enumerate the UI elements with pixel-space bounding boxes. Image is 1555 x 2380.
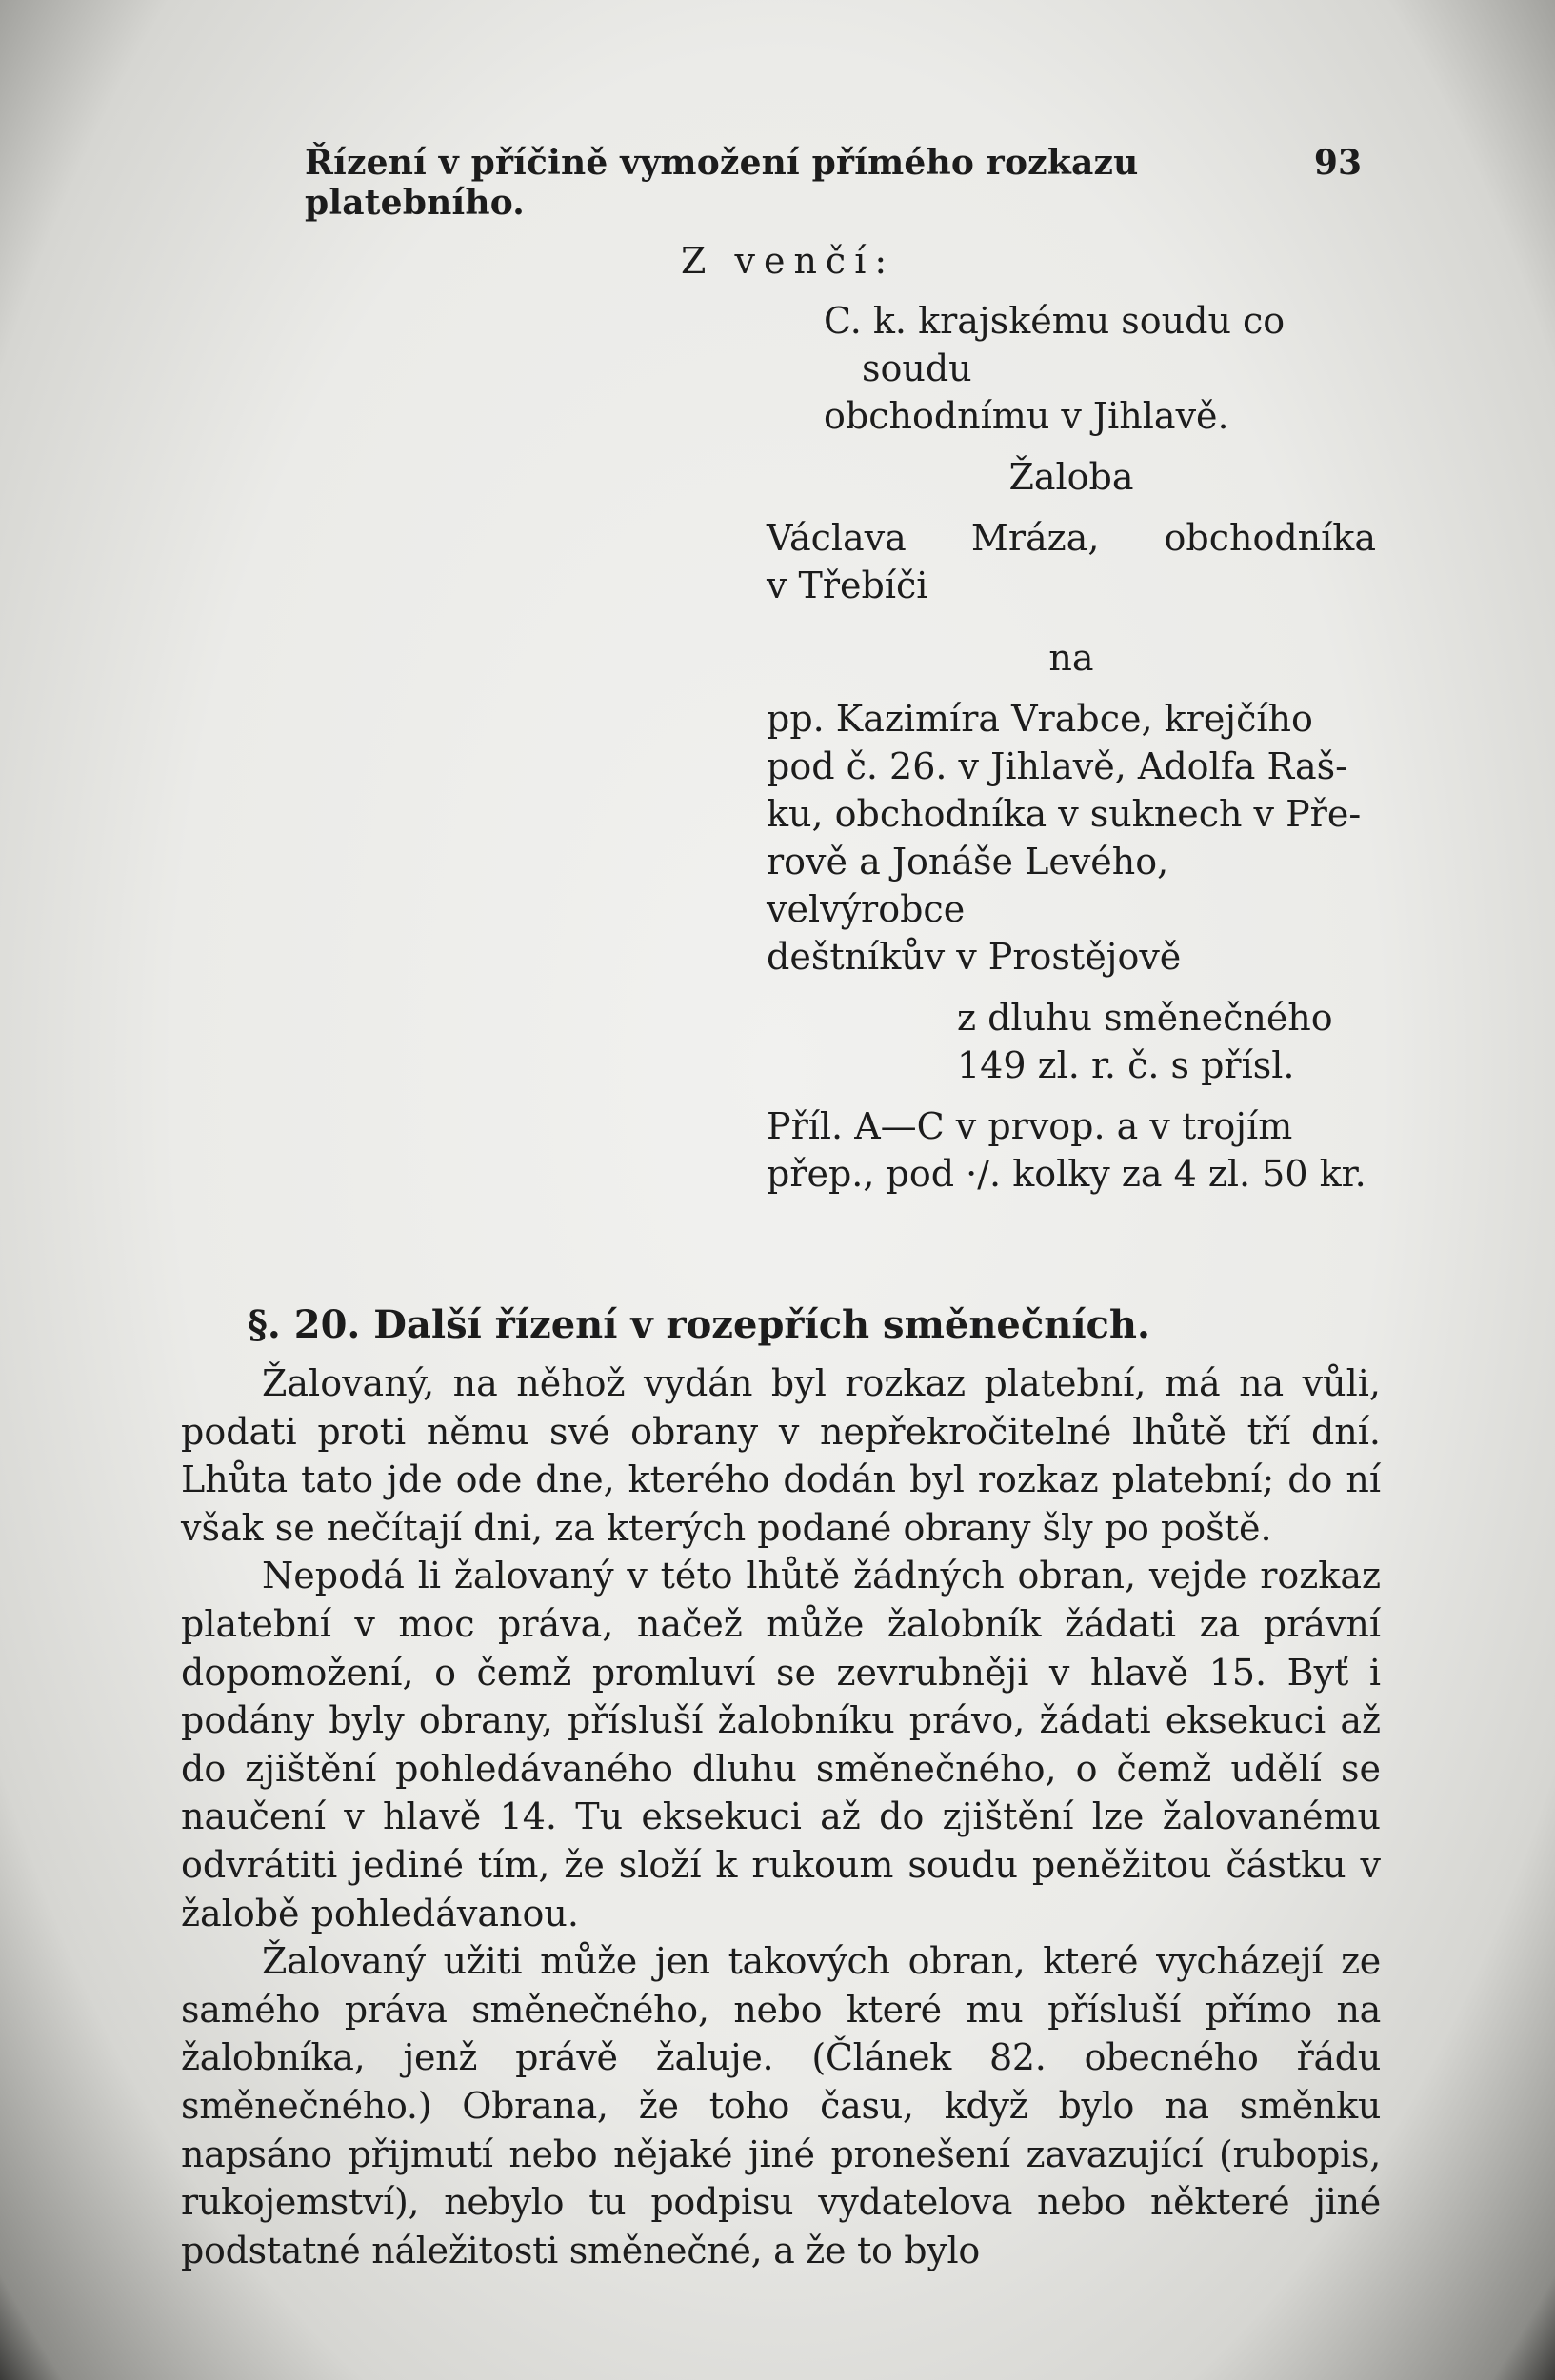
plaintiff-place: v Třebíči (767, 565, 928, 606)
plaintiff-block (767, 514, 1376, 609)
page-number: 93 (1313, 143, 1362, 183)
plaintiff-word: obchodníka (1164, 517, 1376, 559)
defendant-line: pod č. 26. v Jihlavě, Adolfa Raš- (767, 745, 1347, 787)
running-head (181, 143, 1381, 223)
heading-venci: Z venčí: (681, 240, 896, 282)
section-heading: §. 20. Další řízení v rozepřích směnečních. (248, 1302, 1150, 1347)
defendant-line: deštníkův v Prostějově (767, 936, 1182, 978)
defendant-line: rově a Jonáše Levého, velvýrobce (767, 841, 1169, 930)
claim-line: 149 zl. r. č. s přísl. (957, 1044, 1295, 1086)
paragraph: Nepodá li žalovaný v této lhůtě žádných obran, vejde rozkaz platební v moc práva, načež může žalobník žádati za právní dopomožení, o čemž promluví se zevrubněji v hlavě 15. Byť i podány byly obrany, přísluší žalobníku právo, žádati eksekuci až do zjištění pohledávaného dluhu směnečného, o čemž udělí se naučení v hlavě 14. Tu eksekuci až do zjištění lze žalovanému odvrátiti jediné tím, že složí k rukoum soudu peněžitou částku v žalobě pohledávanou. (181, 1555, 1381, 1934)
running-head-title: Řízení v příčině vymožení přímého rozkazu platebního. (305, 143, 1139, 223)
court-line: C. k. krajskému soudu co soudu (824, 300, 1286, 389)
na-word: na (1048, 637, 1094, 679)
court-line: obchodnímu v Jihlavě. (824, 395, 1229, 437)
defendant-line: ku, obchodníka v suknech v Pře- (767, 793, 1362, 835)
paragraph: Žalovaný užiti může jen takových obran, které vycházejí ze samého práva směnečného, nebo které mu přísluší přímo na žalobníka, jenž právě žaluje. (Článek 82. obecného řádu směnečného.) Obrana, že toho času, když bylo na směnku napsáno přijmutí nebo nějaké jiné pronešení zavazující (rubopis, rukojemství), nebylo tu podpisu vydatelova nebo některé jiné podstatné náležitosti směnečné, a že to bylo (181, 1940, 1381, 2271)
form-template (767, 297, 1376, 1198)
plaintiff-word: Václava (767, 517, 907, 559)
attachments-block (767, 1102, 1376, 1198)
defendants-block (767, 695, 1376, 981)
body-text (181, 1359, 1381, 2274)
plaintiff-line (767, 514, 1376, 562)
zaloba-title: Žaloba (1008, 456, 1134, 498)
defendant-line: pp. Kazimíra Vrabce, krejčího (767, 698, 1313, 740)
court-address (767, 297, 1376, 440)
paragraph: Žalovaný, na něhož vydán byl rozkaz platební, má na vůli, podati proti němu své obrany v nepřekročitelné lhůtě tří dní. Lhůta tato jde ode dne, kterého dodán byl rozkaz platební; do ní však se nečítají dni, za kterých podané obrany šly po poště. (181, 1362, 1381, 1549)
attachment-line: Příl. A—C v prvop. a v trojím (767, 1105, 1293, 1147)
claim-line: z dluhu směnečného (957, 997, 1333, 1039)
attachment-line: přep., pod ·/. kolky za 4 zl. 50 kr. (767, 1153, 1366, 1195)
claim-block (767, 994, 1376, 1089)
page-content (181, 143, 1381, 2274)
plaintiff-word: Mráza, (970, 517, 1100, 559)
